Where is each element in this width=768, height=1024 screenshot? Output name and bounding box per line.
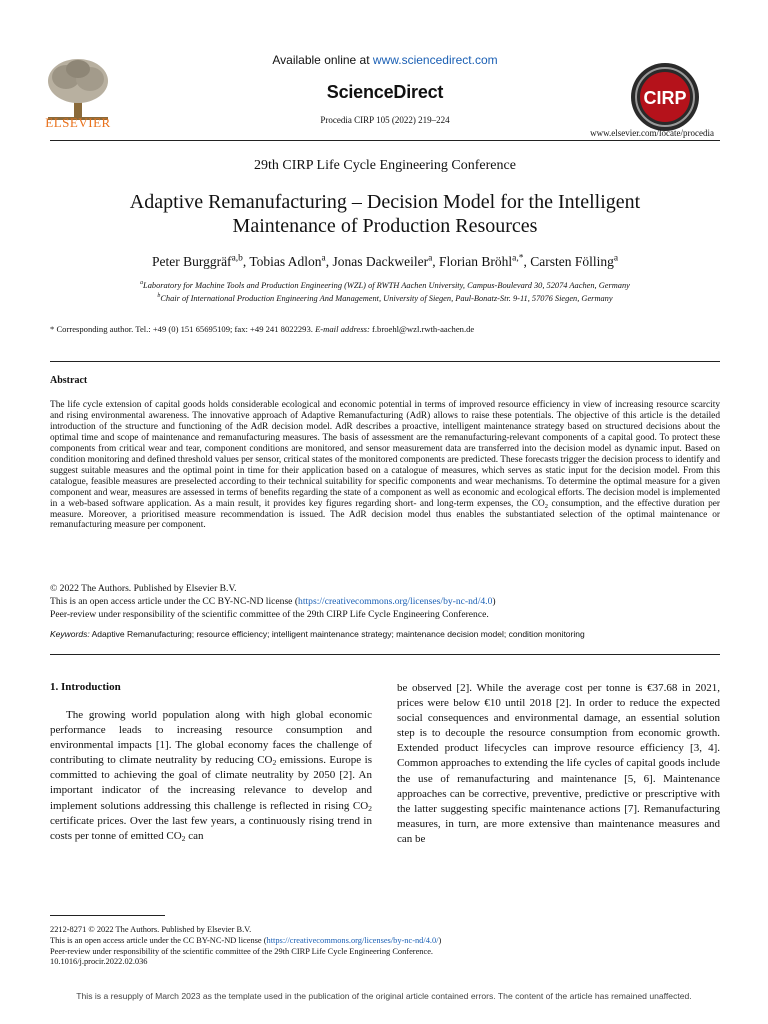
author-affiliation-mark: a (321, 253, 326, 264)
copyright-line: © 2022 The Authors. Published by Elsevier B.V. (50, 583, 237, 594)
cirp-logo-text: CIRP (643, 88, 687, 108)
available-text: Available online at (272, 53, 373, 67)
author-affiliation-mark: a,b (231, 253, 243, 264)
author-affiliation-mark: a (428, 253, 433, 264)
copyright-block (50, 583, 720, 621)
footer-doi[interactable]: 10.1016/j.procir.2022.02.036 (50, 957, 148, 967)
license-link[interactable]: https://creativecommons.org/licenses/by-nc-nd/4.0 (298, 595, 493, 607)
author-affiliation-mark: a (613, 253, 619, 264)
affiliation-a-text: Laboratory for Machine Tools and Production Engineering (WZL) of RWTH Aachen University, Campus-Boulevard 30, 52074 Aachen, Germany (143, 281, 630, 290)
footer-license-link[interactable]: https://creativecommons.org/licenses/by-nc-nd/4.0/ (266, 935, 439, 945)
keywords-line (50, 629, 720, 639)
author-name: Tobias Adlon (249, 254, 322, 269)
available-online-line (200, 53, 570, 67)
section-heading-introduction: 1. Introduction (50, 681, 121, 693)
journal-reference: Procedia CIRP 105 (2022) 219–224 (320, 115, 450, 125)
footer-issn: 2212-8271 © 2022 The Authors. Published by Elsevier B.V. (50, 925, 252, 934)
author-name: Carsten Fölling (530, 254, 614, 269)
sciencedirect-link[interactable]: www.sciencedirect.com (372, 53, 498, 67)
conference-name: 29th CIRP Life Cycle Engineering Conference (254, 158, 516, 173)
abstract-top-rule (50, 361, 720, 362)
sciencedirect-brand: ScienceDirect (326, 82, 444, 102)
peer-review-line: Peer-review under responsibility of the scientific committee of the 29th CIRP Life Cycle Engineering Conference. (50, 608, 489, 620)
email-address[interactable]: f.broehl@wzl.rwth-aachen.de (369, 324, 475, 334)
journal-url-link[interactable]: www.elsevier.com/locate/procedia (590, 128, 714, 138)
email-label: E-mail address: (315, 324, 370, 334)
keywords-text: Adaptive Remanufacturing; resource efficiency; intelligent maintenance strategy; maintenance decision model; condition monitoring (89, 629, 585, 639)
paper-title (60, 190, 710, 238)
footer-block (50, 925, 720, 968)
author-name: Jonas Dackweiler (332, 254, 429, 269)
footnote-rule (50, 915, 165, 916)
affiliation-a: $^a$Laboratory for Machine Tools and Production Engineering (WZL) of RWTH Aachen University, Campus-Boulevard 30, 52074 Aachen, Germany (140, 280, 630, 290)
footer-peer-review: Peer-review under responsibility of the scientific committee of the 29th CIRP Life Cycle Engineering Conference. (50, 946, 434, 956)
author-name: Florian Bröhl (439, 254, 513, 269)
affiliation-b-text: Chair of International Production Engineering And Management, University of Siegen, Paul-Bonatz-Str. 9-11, 57076 Siegen, Germany (160, 294, 613, 303)
keywords-label: Keywords: (50, 629, 90, 639)
author-affiliation-mark: a,* (512, 253, 524, 264)
elsevier-wordmark: ELSEVIER (45, 115, 111, 130)
corresponding-text: * Corresponding author. Tel.: +49 (0) 151 65695109; fax: +49 241 8022293. (50, 324, 316, 334)
footer-license-line: This is an open access article under the CC BY-NC-ND license (https://creativecommons.org/licenses/by-nc-nd/4.0/) (50, 935, 442, 945)
paper-title-line2: Maintenance of Production Resources (232, 215, 538, 237)
cirp-logo (630, 62, 700, 132)
intro-left-column: The growing world population along with high global economic performance leads to increasing resource consumption and environmental impacts [1]. The global economy faces the challenge of contributing to climate neutrality by reducing $CO_2$ emissions. Europe is committed to achieving the goal of climate neutrality by 2050 [2]. An important indicator of the increasing relevance to develop and implement solutions addressing this challenge is reflected in rising $CO_2$ certificate prices. Over the last few years, a continuously rising trend in costs per tonne of emitted $CO_2$ can (50, 709, 372, 843)
license-line: This is an open access article under the CC BY-NC-ND license (https://creativecommons.org/licenses/by-nc-nd/4.0) (50, 595, 496, 607)
abstract-bottom-rule (50, 654, 720, 655)
affiliation-b: $^b$Chair of International Production Engineering And Management, University of Siegen, Paul-Bonatz-Str. 9-11, 57076 Siegen, Germany (157, 293, 613, 303)
abstract-body: The life cycle extension of capital goods holds considerable ecological and economic potential in terms of improved resource efficiency in view of increasing resource scarcity and rising environmental awareness. The innovative approach of Adaptive Remanufacturing (AdR) allows to raise these potentials. The objective of this article is the detailed introduction of the structure and functioning of the AdR decision model. AdR describes a proactive, intelligent maintenance strategy based on structured decisions about the optimal time and scope of maintenance and remanufacturing measures. The basis of assessment are the remanufacturing-relevant components of a capital good. To protect these components from critical wear and tear, component conditions are monitored, and sensor measurement data are transferred into the decision model as dynamic input. Based on condition monitoring and defined threshold values per sensor, critical states of the monitored components are predicted. These forecasts trigger the decision process to identify and suggest suitable measures and the optimal point in time for their application based on a catalogue of measures, which serves as static input for the decision model. From this catalogue, feasible measures are preselected according to their technical suitability for specific components and wear mechanisms. To determine the optimal measure for a given component and wear, measures are assessed in terms of benefits regarding the state of a component as well as economic and ecological efforts. The decision model is implemented in a web-based software application. As a main result, it provides key figures regarding short- and long-term expenses, the $CO_2$ consumption, and the effective duration per measure. Moreover, a prioritised measure recommendation is issued. The AdR decision model thus enables the substantiated selection of the optimal maintenance or remanufacturing measure per component. (50, 400, 720, 531)
resupply-note: This is a resupply of March 2023 as the template used in the publication of the original article contained errors. The content of the article has remained unaffected. (76, 991, 692, 1001)
paper-title-line1: Adaptive Remanufacturing – Decision Model for the Intelligent (129, 191, 641, 213)
author-list: Peter Burggräf$^{a,b}$, Tobias Adlon$^a$, Jonas Dackweiler$^a$, Florian Bröhl$^{a,*}$, Carsten Fölling$^a$ (151, 253, 619, 269)
author-name: Peter Burggräf (151, 254, 232, 269)
intro-right-column: be observed [2]. While the average cost per tonne is €37.68 in 2021, prices were below €10 until 2018 [2]. In order to reduce the expected social consequences and environmental damage, an essential solution step is to decouple the resource consumption from economic growth. Extended product lifecycles can improve resource efficiency [3, 4]. Common approaches to extending the life cycles of capital goods include the use of remanufacturing and maintenance [5, 6]. Maintenance approaches can be corrective, preventive, predictive or prescriptive with the latter suggesting specific maintenance actions [7]. Remanufacturing measures, in turn, are more extensive than maintenance measures and can be (397, 682, 720, 845)
header-rule (50, 140, 720, 141)
abstract-heading: Abstract (50, 375, 88, 386)
corresponding-author-note (50, 324, 720, 334)
